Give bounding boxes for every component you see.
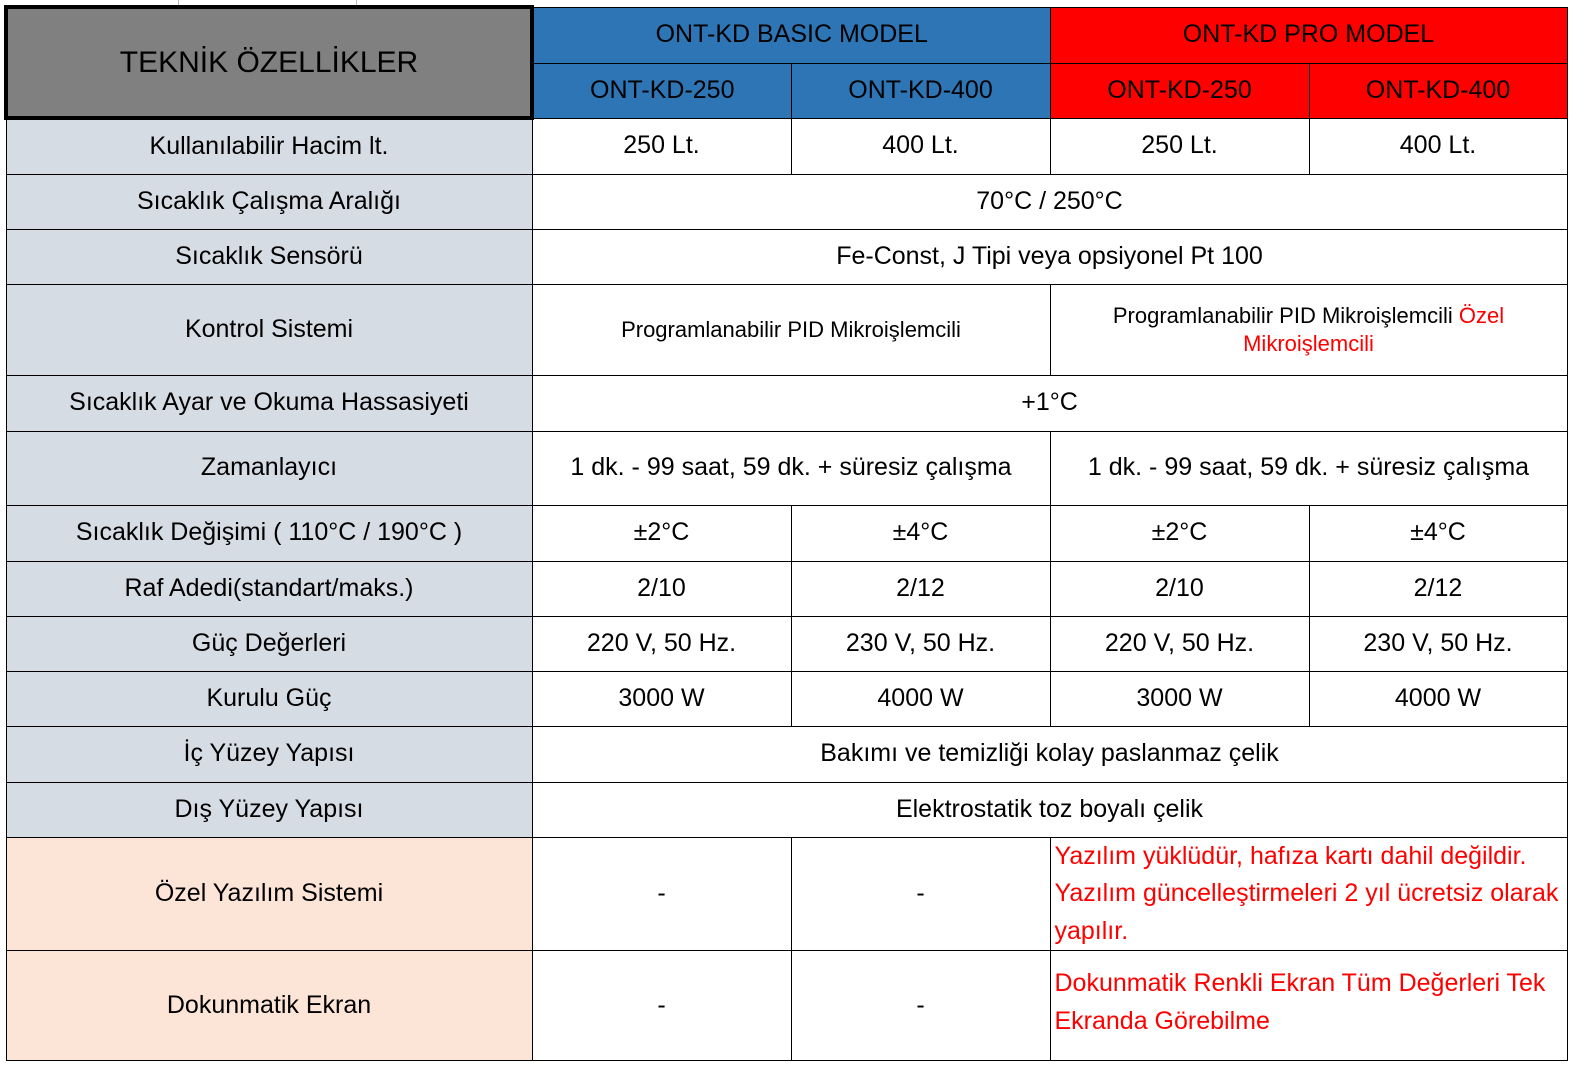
pro-model-header: ONT-KD PRO MODEL — [1050, 7, 1567, 63]
control-pro-highlight: Özel Mikroişlemcili — [1243, 303, 1505, 356]
cell-software-basic-400: - — [791, 837, 1050, 951]
cell-temp-change-pro-250: ±2°C — [1050, 505, 1309, 561]
model-pro-400: ONT-KD-400 — [1309, 63, 1567, 118]
row-label-inner-surface: İç Yüzey Yapısı — [6, 726, 532, 782]
cell-power-pro-400: 230 V, 50 Hz. — [1309, 616, 1567, 671]
table-row — [6, 561, 1567, 616]
cell-shelves-basic-250: 2/10 — [532, 561, 791, 616]
cell-installed-pro-400: 4000 W — [1309, 671, 1567, 726]
row-label-software: Özel Yazılım Sistemi — [6, 837, 532, 951]
cell-touch-pro: Dokunmatik Renkli Ekran Tüm Değerleri Tek Ekranda Görebilme — [1050, 951, 1567, 1061]
cell-power-basic-250: 220 V, 50 Hz. — [532, 616, 791, 671]
cell-outer-surface: Elektrostatik toz boyalı çelik — [532, 782, 1567, 837]
cell-inner-surface: Bakımı ve temizliği kolay paslanmaz çelik — [532, 726, 1567, 782]
table-row — [6, 229, 1567, 284]
table-row — [6, 375, 1567, 431]
spec-table — [4, 5, 1568, 1061]
cell-touch-basic-400: - — [791, 951, 1050, 1061]
row-label-temp-range: Sıcaklık Çalışma Aralığı — [6, 174, 532, 229]
cell-timer-basic: 1 dk. - 99 saat, 59 dk. + süresiz çalışma — [532, 431, 1050, 505]
model-pro-250: ONT-KD-250 — [1050, 63, 1309, 118]
cell-volume-pro-400: 400 Lt. — [1309, 118, 1567, 174]
cell-installed-basic-250: 3000 W — [532, 671, 791, 726]
cell-software-pro: Yazılım yüklüdür, hafıza kartı dahil değildir. Yazılım güncelleştirmeleri 2 yıl ücretsiz olarak yapılır. — [1050, 837, 1567, 951]
cell-shelves-basic-400: 2/12 — [791, 561, 1050, 616]
table-row — [6, 284, 1567, 375]
cell-shelves-pro-250: 2/10 — [1050, 561, 1309, 616]
cell-installed-basic-400: 4000 W — [791, 671, 1050, 726]
row-label-power-values: Güç Değerleri — [6, 616, 532, 671]
page-title: TEKNİK ÖZELLİKLER — [6, 7, 532, 118]
table-row — [6, 505, 1567, 561]
table-row — [6, 782, 1567, 837]
table-row — [6, 726, 1567, 782]
table-row — [6, 837, 1567, 951]
row-label-volume: Kullanılabilir Hacim lt. — [6, 118, 532, 174]
table-row — [6, 431, 1567, 505]
basic-model-header: ONT-KD BASIC MODEL — [532, 7, 1050, 63]
cell-shelves-pro-400: 2/12 — [1309, 561, 1567, 616]
row-label-sensor: Sıcaklık Sensörü — [6, 229, 532, 284]
row-label-control: Kontrol Sistemi — [6, 284, 532, 375]
table-row — [6, 616, 1567, 671]
cell-control-pro — [1050, 284, 1567, 375]
cell-timer-pro: 1 dk. - 99 saat, 59 dk. + süresiz çalışma — [1050, 431, 1567, 505]
cell-sensor: Fe-Const, J Tipi veya opsiyonel Pt 100 — [532, 229, 1567, 284]
row-label-precision: Sıcaklık Ayar ve Okuma Hassasiyeti — [6, 375, 532, 431]
row-label-shelves: Raf Adedi(standart/maks.) — [6, 561, 532, 616]
cell-power-basic-400: 230 V, 50 Hz. — [791, 616, 1050, 671]
cell-software-basic-250: - — [532, 837, 791, 951]
cell-temp-range: 70°C / 250°C — [532, 174, 1567, 229]
row-label-timer: Zamanlayıcı — [6, 431, 532, 505]
row-label-touchscreen: Dokunmatik Ekran — [6, 951, 532, 1061]
cell-volume-basic-400: 400 Lt. — [791, 118, 1050, 174]
cell-precision: +1°C — [532, 375, 1567, 431]
header-row-models — [6, 7, 1567, 63]
cell-volume-basic-250: 250 Lt. — [532, 118, 791, 174]
table-row — [6, 118, 1567, 174]
row-label-outer-surface: Dış Yüzey Yapısı — [6, 782, 532, 837]
cell-temp-change-basic-250: ±2°C — [532, 505, 791, 561]
model-basic-400: ONT-KD-400 — [791, 63, 1050, 118]
cell-power-pro-250: 220 V, 50 Hz. — [1050, 616, 1309, 671]
row-label-temp-change: Sıcaklık Değişimi ( 110°C / 190°C ) — [6, 505, 532, 561]
model-basic-250: ONT-KD-250 — [532, 63, 791, 118]
cell-control-basic: Programlanabilir PID Mikroişlemcili — [532, 284, 1050, 375]
cell-touch-basic-250: - — [532, 951, 791, 1061]
cell-volume-pro-250: 250 Lt. — [1050, 118, 1309, 174]
cell-temp-change-pro-400: ±4°C — [1309, 505, 1567, 561]
cell-temp-change-basic-400: ±4°C — [791, 505, 1050, 561]
table-row — [6, 174, 1567, 229]
cell-installed-pro-250: 3000 W — [1050, 671, 1309, 726]
table-row — [6, 951, 1567, 1061]
row-label-installed-power: Kurulu Güç — [6, 671, 532, 726]
control-pro-text: Programlanabilir PID Mikroişlemcili — [1112, 303, 1453, 328]
table-row — [6, 671, 1567, 726]
